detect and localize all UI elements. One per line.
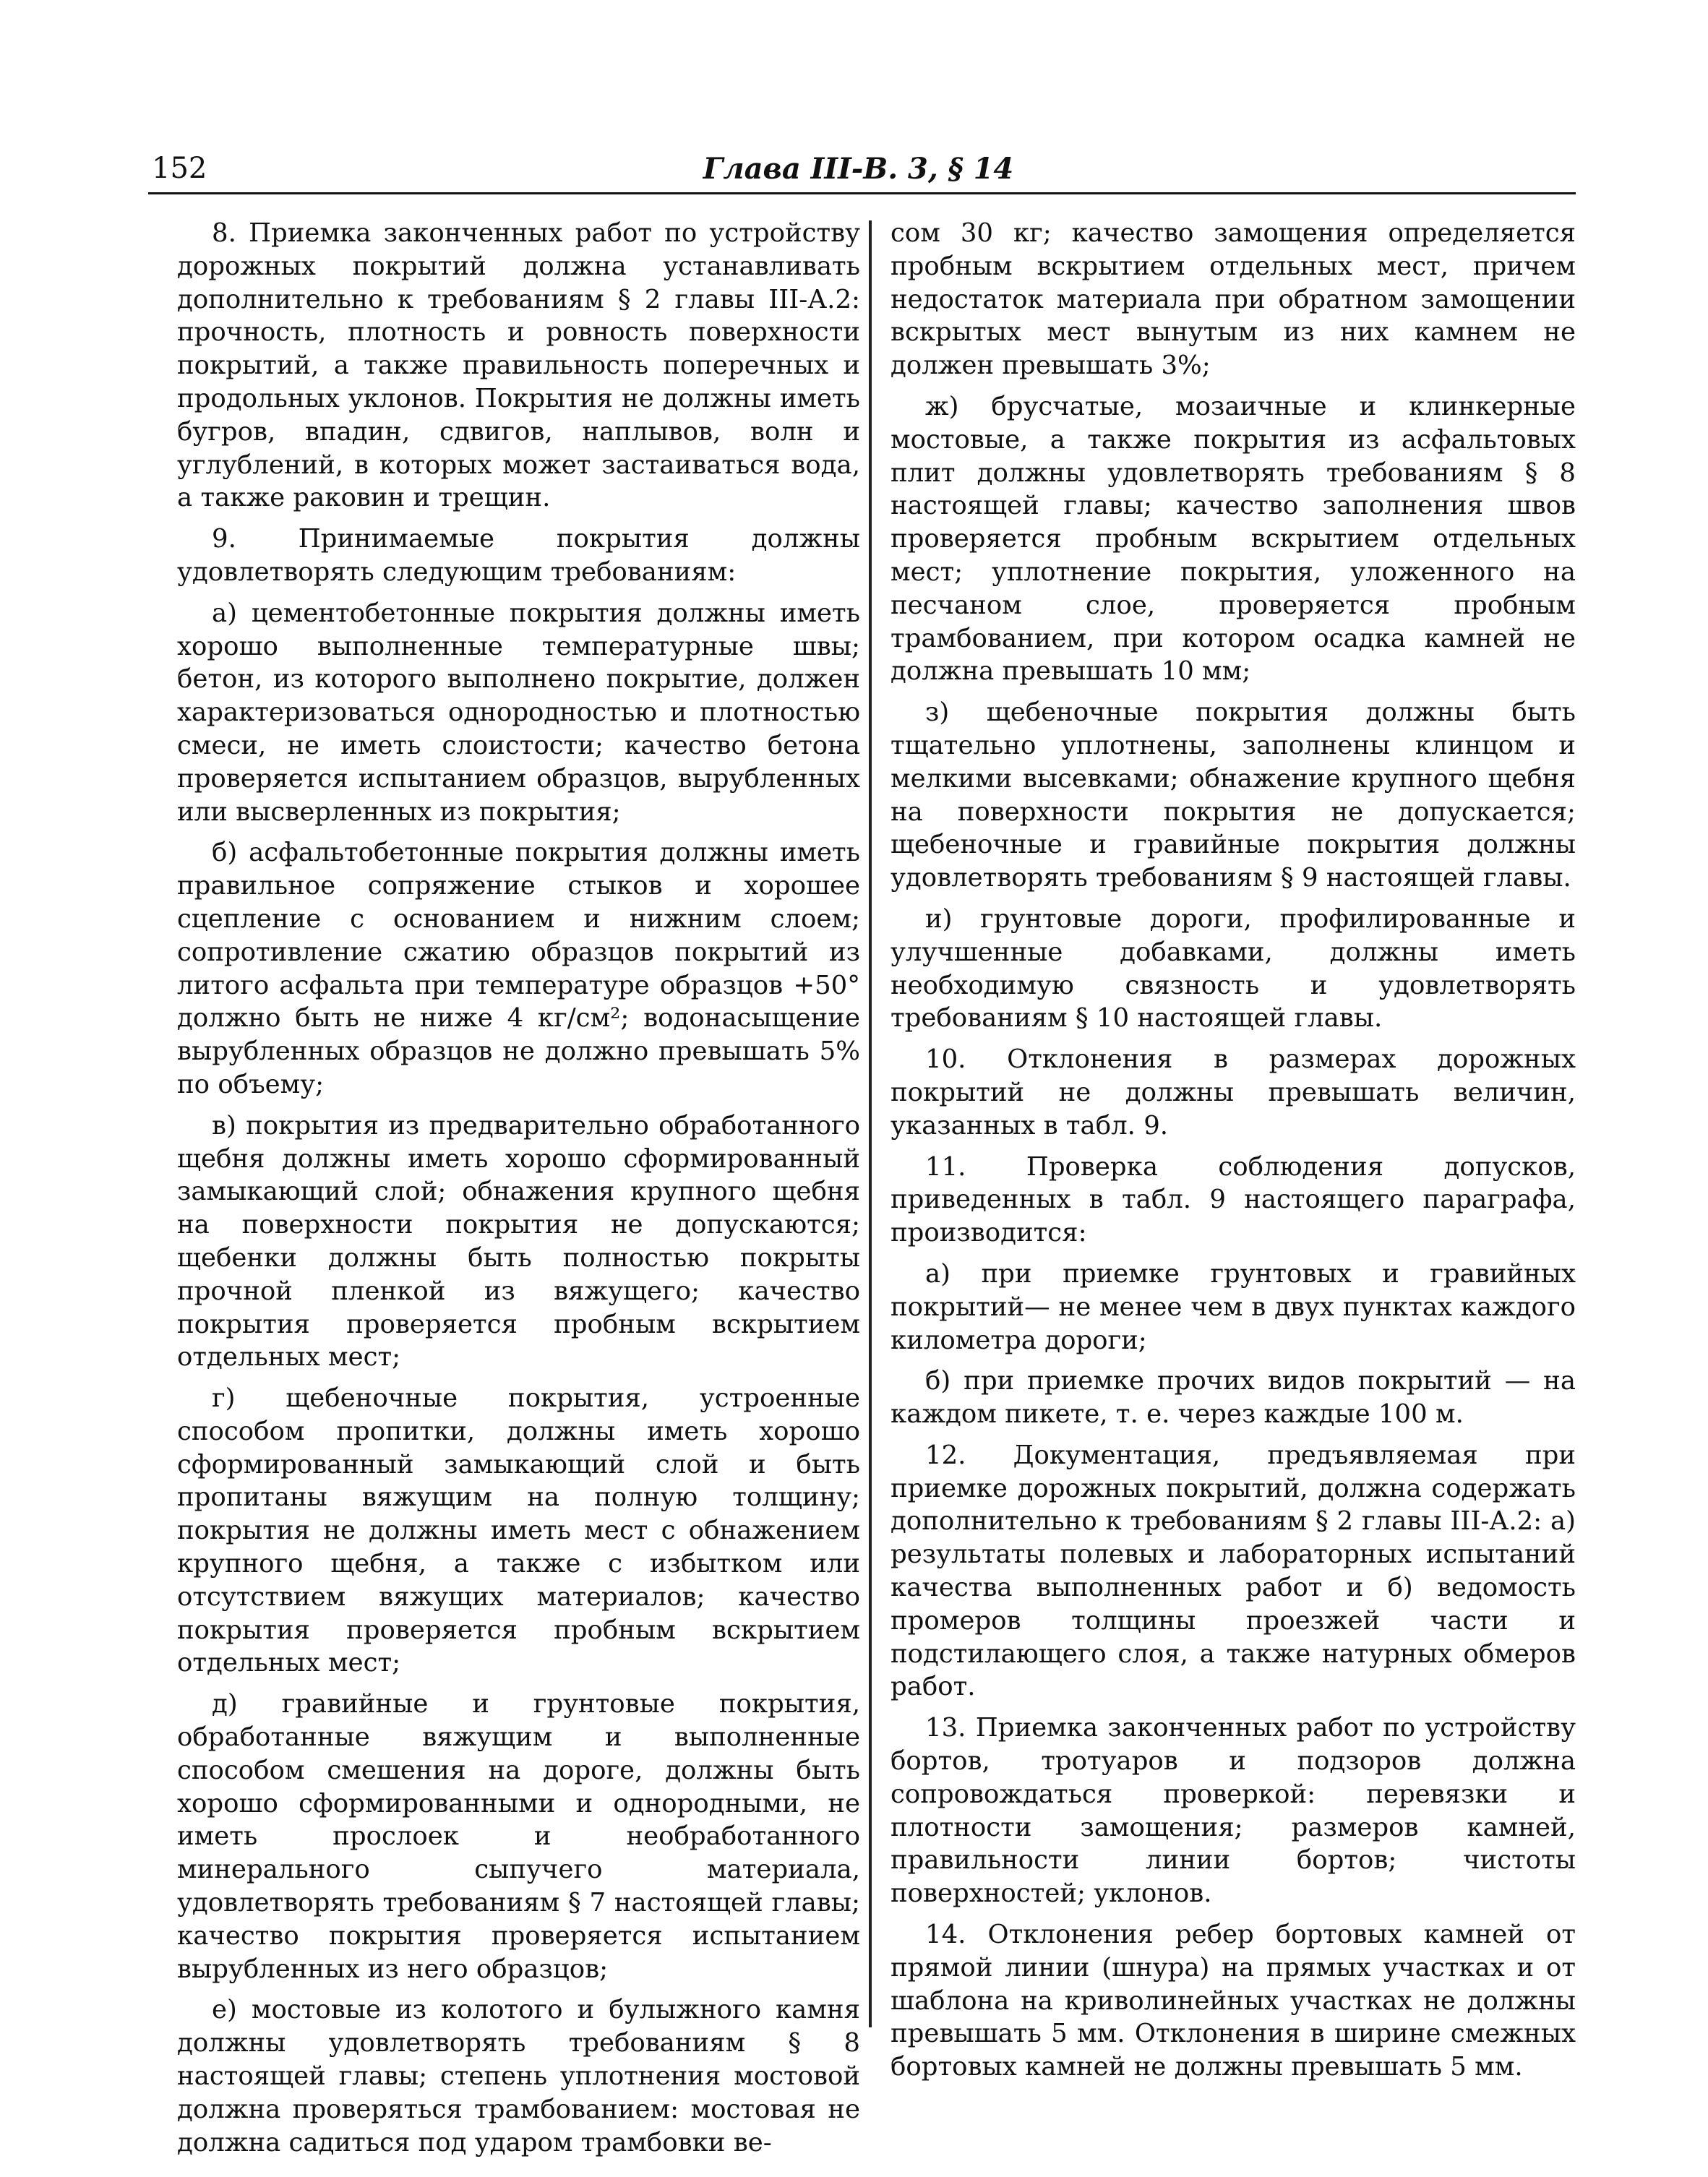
paragraph-9: 9. Принимаемые покрытия должны удовлетворять следующим требованиям: [177,524,860,587]
left-column [177,217,860,2167]
paragraph-8: 8. Приемка законченных работ по устройству дорожных покрытий должна устанавливать дополнительно к требованиям § 2 главы III-А.2: прочность, плотность и ровность поверхности покрытий, а также правильность поперечных и продольных уклонов. Покрытия не должны иметь бугров, впадин, сдвигов, наплывов, волн и углублений, в которых может застаиваться вода, а также раковин и трещин. [177,218,860,513]
item-i: и) грунтовые дороги, профилированные и улучшенные добавками, должны иметь необходимую связность и удовлетворять требованиям § 10 настоящей главы. [891,903,1576,1034]
item-b: б) асфальтобетонные покрытия должны иметь правильное сопряжение стыков и хорошее сцепление с основанием и нижним слоем; сопротивление сжатию образцов покрытий из литого асфальта при температуре образцов +50° должно быть не ниже 4 кг/см²; водонасыщение вырубленных образцов не должно превышать 5% по объему; [177,838,860,1099]
paragraph-13: 13. Приемка законченных работ по устройству бортов, тротуаров и подзоров должна сопровождаться проверкой: перевязки и плотности замощения; размеров камней, правильности линии бортов; чистоты поверхностей; уклонов. [891,1713,1576,1909]
header-rule [148,192,1576,194]
item-d: д) гравийные и грунтовые покрытия, обработанные вяжущим и выполненные способом смешения на дороге, должны быть хорошо сформированными и однородными, не иметь прослоек и необработанного минерального сыпучего материала, удовлетворять требованиям § 7 настоящей главы; качество покрытия проверяется испытанием вырубленных из него образцов; [177,1689,860,1984]
item-e: е) мостовые из колотого и булыжного камня должны удовлетворять требованиям § 8 настоящей главы; степень уплотнения мостовой должна проверяться трамбованием: мостовая не должна садиться под ударом трамбовки ве- [177,1995,860,2157]
paragraph-10: 10. Отклонения в размерах дорожных покрытий не должны превышать величин, указанных в табл. 9. [891,1044,1576,1141]
item-g: г) щебеночные покрытия, устроенные способом пропитки, должны иметь хорошо сформированный замыкающий слой и быть пропитаны вяжущим на полную толщину; покрытия не должны иметь мест с обнажением крупного щебня, а также с избытком или отсутствием вяжущих материалов; качество покрытия проверяется пробным вскрытием отдельных мест; [177,1383,860,1678]
page-number: 152 [152,152,207,185]
right-column [891,217,1576,2092]
paragraph-14: 14. Отклонения ребер бортовых камней от прямой линии (шнура) на прямых участках и от шаблона на криволинейных участках не должны превышать 5 мм. Отклонения в ширине смежных бортовых камней не должны превышать 5 мм. [891,1920,1576,2082]
item-11a: а) при приемке грунтовых и гравийных покрытий— не менее чем в двух пунктах каждого километра дороги; [891,1258,1576,1355]
paragraph-12: 12. Документация, предъявляемая при приемке дорожных покрытий, должна содержать дополнительно к требованиям § 2 главы III-А.2: а) результаты полевых и лабораторных испытаний качества выполненных работ и б) ведомость промеров толщины проезжей части и подстилающего слоя, а также натурных обмеров работ. [891,1440,1576,1702]
item-e-continued: сом 30 кг; качество замощения определяется пробным вскрытием отдельных мест, причем недостаток материала при обратном замощении вскрытых мест вынутым из них камнем не должен превышать 3%; [891,218,1576,381]
item-a: а) цементобетонные покрытия должны иметь хорошо выполненные температурные швы; бетон, из которого выполнено покрытие, должен характеризоваться однородностью и плотностью смеси, не иметь слоистости; качество бетона проверяется испытанием образцов, вырубленных или высверленных из покрытия; [177,598,860,827]
item-z: з) щебеночные покрытия должны быть тщательно уплотнены, заполнены клинцом и мелкими высевками; обнажение крупного щебня на поверхности покрытия не допускается; щебеночные и гравийные покрытия должны удовлетворять требованиям § 9 настоящей главы. [891,697,1576,893]
column-divider [869,220,872,2027]
running-title: Глава III-В. 3, § 14 [703,152,1014,186]
page-header [145,152,1572,189]
item-11b: б) при приемке прочих видов покрытий — на каждом пикете, т. е. через каждые 100 м. [891,1366,1576,1430]
item-zh: ж) брусчатые, мозаичные и клинкерные мостовые, а также покрытия из асфальтовых плит должны удовлетворять требованиям § 8 настоящей главы; качество заполнения швов проверяется пробным вскрытием отдельных мест; уплотнение покрытия, уложенного на песчаном слое, проверяется пробным трамбованием, при котором осадка камней не должна превышать 10 мм; [891,391,1576,687]
paragraph-11: 11. Проверка соблюдения допусков, приведенных в табл. 9 настоящего параграфа, производится: [891,1151,1576,1248]
item-v: в) покрытия из предварительно обработанного щебня должны иметь хорошо сформированный замыкающий слой; обнажения крупного щебня на поверхности покрытия не допускаются; щебенки должны быть полностью покрыты прочной пленкой из вяжущего; качество покрытия проверяется пробным вскрытием отдельных мест; [177,1110,860,1373]
